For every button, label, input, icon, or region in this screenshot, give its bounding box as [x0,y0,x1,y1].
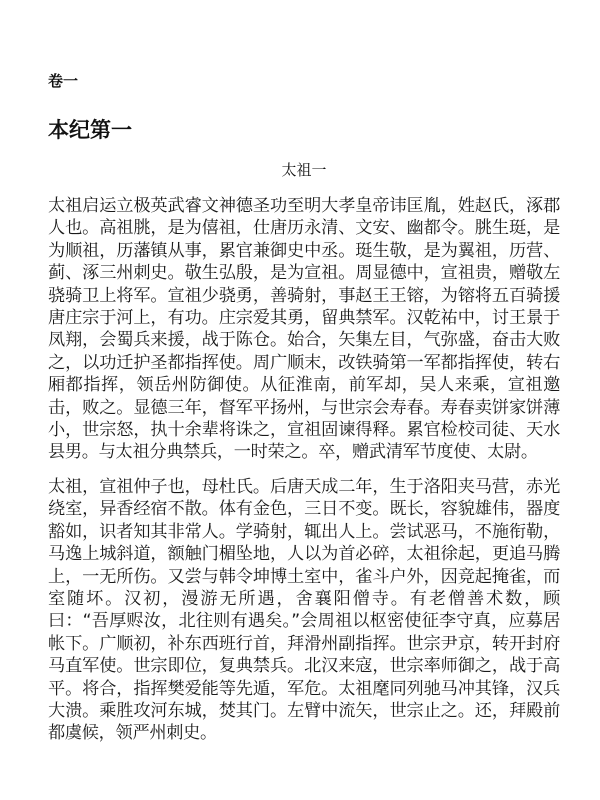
paragraph: 太祖启运立极英武睿文神德圣功至明大孝皇帝讳匡胤，姓赵氏，涿郡人也。高祖朓，是为僖祖，仕唐历永清、文安、幽都令。朓生珽，是为顺祖，历藩镇从事，累官兼御史中丞。珽生敬，是为翼祖，历营、蓟、涿三州刺史。敬生弘殷，是为宣祖。周显德中，宣祖贵，赠敬左骁骑卫上将军。宣祖少骁勇，善骑射，事赵王王镕，为镕将五百骑援唐庄宗于河上，有功。庄宗爱其勇，留典禁军。汉乾祐中，讨王景于凤翔，会蜀兵来援，战于陈仓。始合，矢集左目，气弥盛，奋击大败之，以功迁护圣都指挥使。周广顺末，改铁骑第一军都指挥使，转右厢都指挥，领岳州防御使。从征淮南，前军却，吴人来乘，宣祖邀击，败之。显德三年，督军平扬州，与世宗会寿春。寿春卖饼家饼薄小，世宗怒，执十余辈将诛之，宣祖固谏得释。累官检校司徒、天水县男。与太祖分典禁兵，一时荣之。卒，赠武清军节度使、太尉。 [48,196,560,463]
paragraph: 太祖，宣祖仲子也，母杜氏。后唐天成二年，生于洛阳夹马营，赤光绕室，异香经宿不散。体有金色，三日不变。既长，容貌雄伟，器度豁如，识者知其非常人。学骑射，辄出人上。尝试恶马，不施衔勒，马逸上城斜道，额触门楣坠地，人以为首必碎，太祖徐起，更追马腾上，一无所伤。又尝与韩令坤博土室中，雀斗户外，因竞起掩雀，而室随坏。汉初，漫游无所遇，舍襄阳僧寺。有老僧善术数，顾曰：“吾厚赆汝，北往则有遇矣。”会周祖以枢密使征李守真，应募居帐下。广顺初，补东西班行首，拜滑州副指挥。世宗尹京，转开封府马直军使。世宗即位，复典禁兵。北汉来寇，世宗率师御之，战于高平。将合，指挥樊爱能等先遁，军危。太祖麾同列驰马冲其锋，汉兵大溃。乘胜攻河东城，焚其门。左臂中流矢，世宗止之。还，拜殿前都虞候，领严州刺史。 [48,476,560,744]
body-text [48,195,560,757]
volume-label: 卷一 [48,72,79,90]
section-title: 太祖一 [281,161,327,179]
chapter-title: 本纪第一 [48,118,132,142]
